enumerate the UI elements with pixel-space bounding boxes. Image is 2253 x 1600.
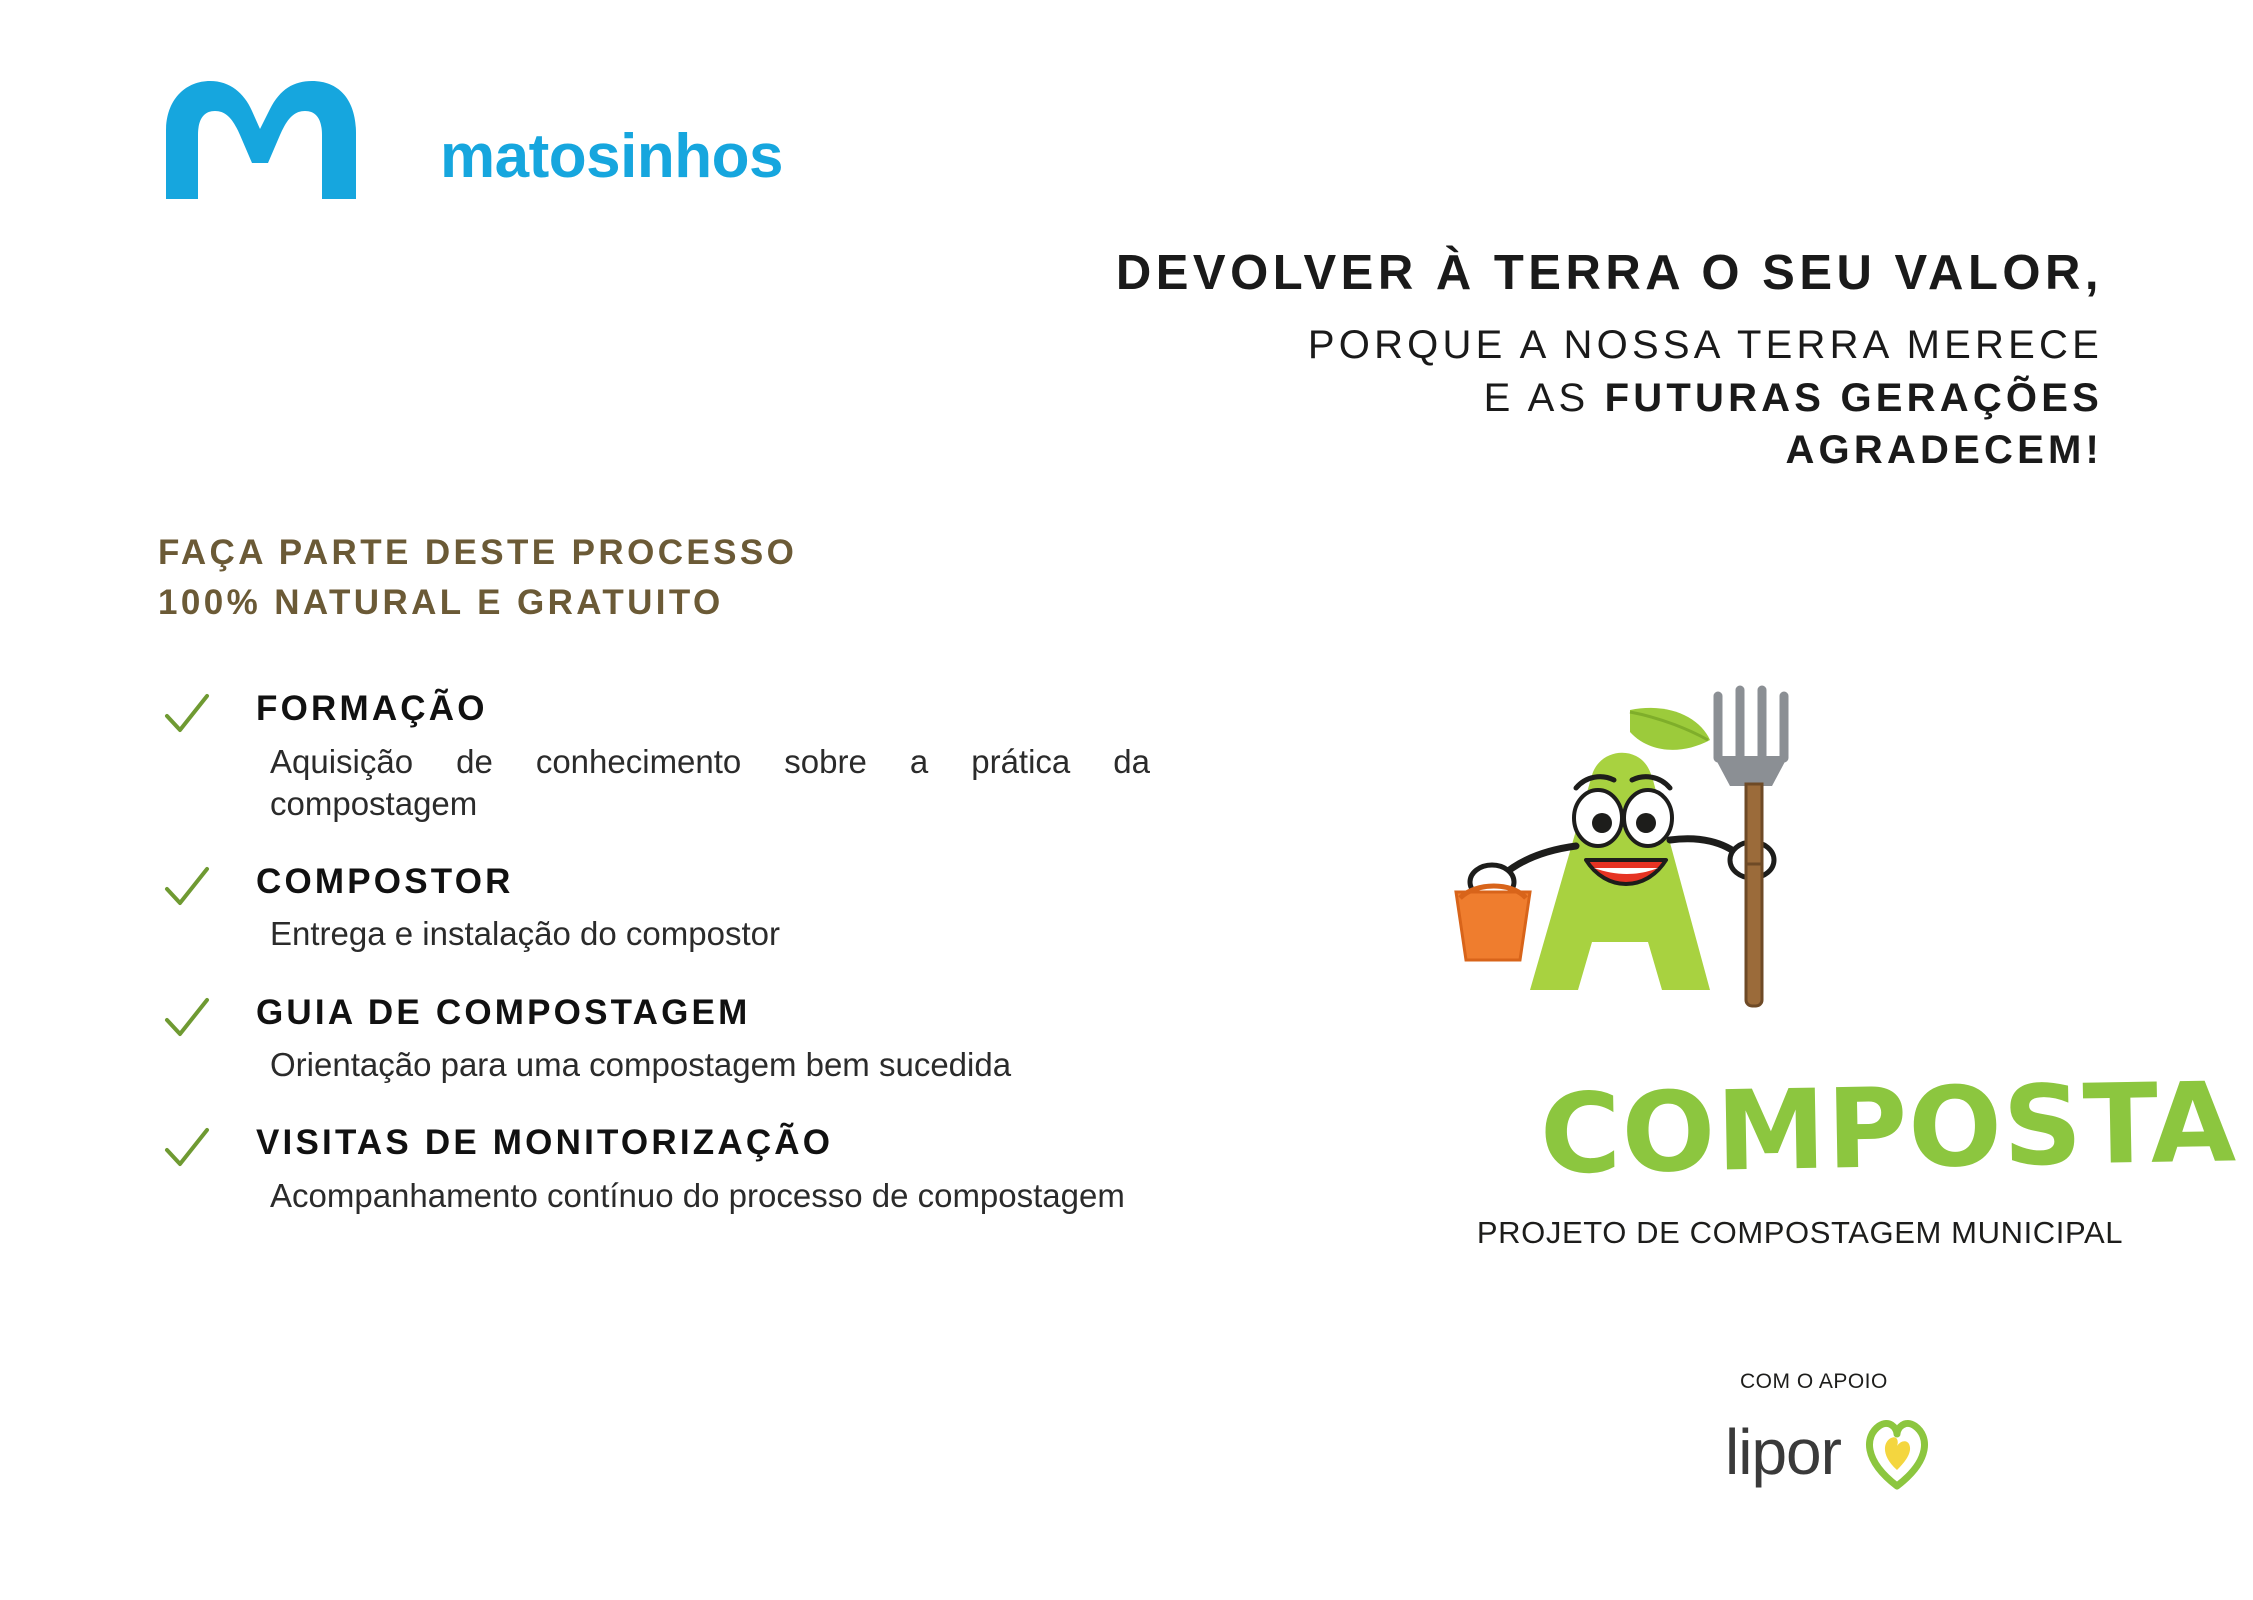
list-item <box>160 994 1150 1087</box>
headline <box>903 245 2103 477</box>
matosinhos-logo <box>160 75 783 205</box>
feature-title: FORMAÇÃO <box>256 689 488 728</box>
list-item <box>160 863 1150 956</box>
headline-line-2: PORQUE A NOSSA TERRA MERECE <box>1307 322 2103 367</box>
subheading-line-2: 100% NATURAL E GRATUITO <box>158 582 724 622</box>
feature-description: Orientação para uma compostagem bem sucedida <box>270 1046 1012 1084</box>
check-icon <box>164 996 210 1042</box>
matosinhos-m-logo-icon <box>160 75 410 205</box>
feature-description: Acompanhamento contínuo do processo de compostagem <box>270 1176 1125 1214</box>
list-item <box>160 690 1150 825</box>
composta-subtitle: PROJETO DE COMPOSTAGEM MUNICIPAL <box>1476 1215 2124 1250</box>
lipor-logo <box>1725 1410 1939 1494</box>
composta-mascot-icon <box>1380 660 1910 1060</box>
feature-title: VISITAS DE MONITORIZAÇÃO <box>256 1123 834 1163</box>
feature-description: Aquisição de conhecimento sobre a prática da compostagem <box>270 742 1150 822</box>
headline-line-1: DEVOLVER À TERRA O SEU VALOR, <box>1115 246 2103 300</box>
feature-description: Entrega e instalação do compostor <box>270 915 780 953</box>
feature-list <box>160 690 1150 1217</box>
brand-name: matosinhos <box>440 122 783 191</box>
subheading <box>158 528 797 627</box>
headline-line-3-bold: FUTURAS GERAÇÕES <box>1604 375 2103 420</box>
check-icon <box>164 865 210 911</box>
lipor-heart-icon <box>1855 1410 1939 1494</box>
support-label: COM O APOIO <box>1740 1370 1888 1393</box>
check-icon <box>164 692 210 738</box>
check-icon <box>164 1126 210 1172</box>
headline-line-3-prefix: E AS <box>1483 375 1605 420</box>
composta-wordmark: COMPOSTA <box>1538 1058 2238 1199</box>
list-item <box>160 1124 1150 1217</box>
headline-line-4: AGRADECEM! <box>1785 428 2103 473</box>
feature-title: GUIA DE COMPOSTAGEM <box>256 992 751 1032</box>
feature-title: COMPOSTOR <box>256 861 514 901</box>
lipor-name: lipor <box>1725 1416 1841 1488</box>
headline-line-3 <box>903 372 2103 425</box>
subheading-line-1: FAÇA PARTE DESTE PROCESSO <box>158 533 798 572</box>
